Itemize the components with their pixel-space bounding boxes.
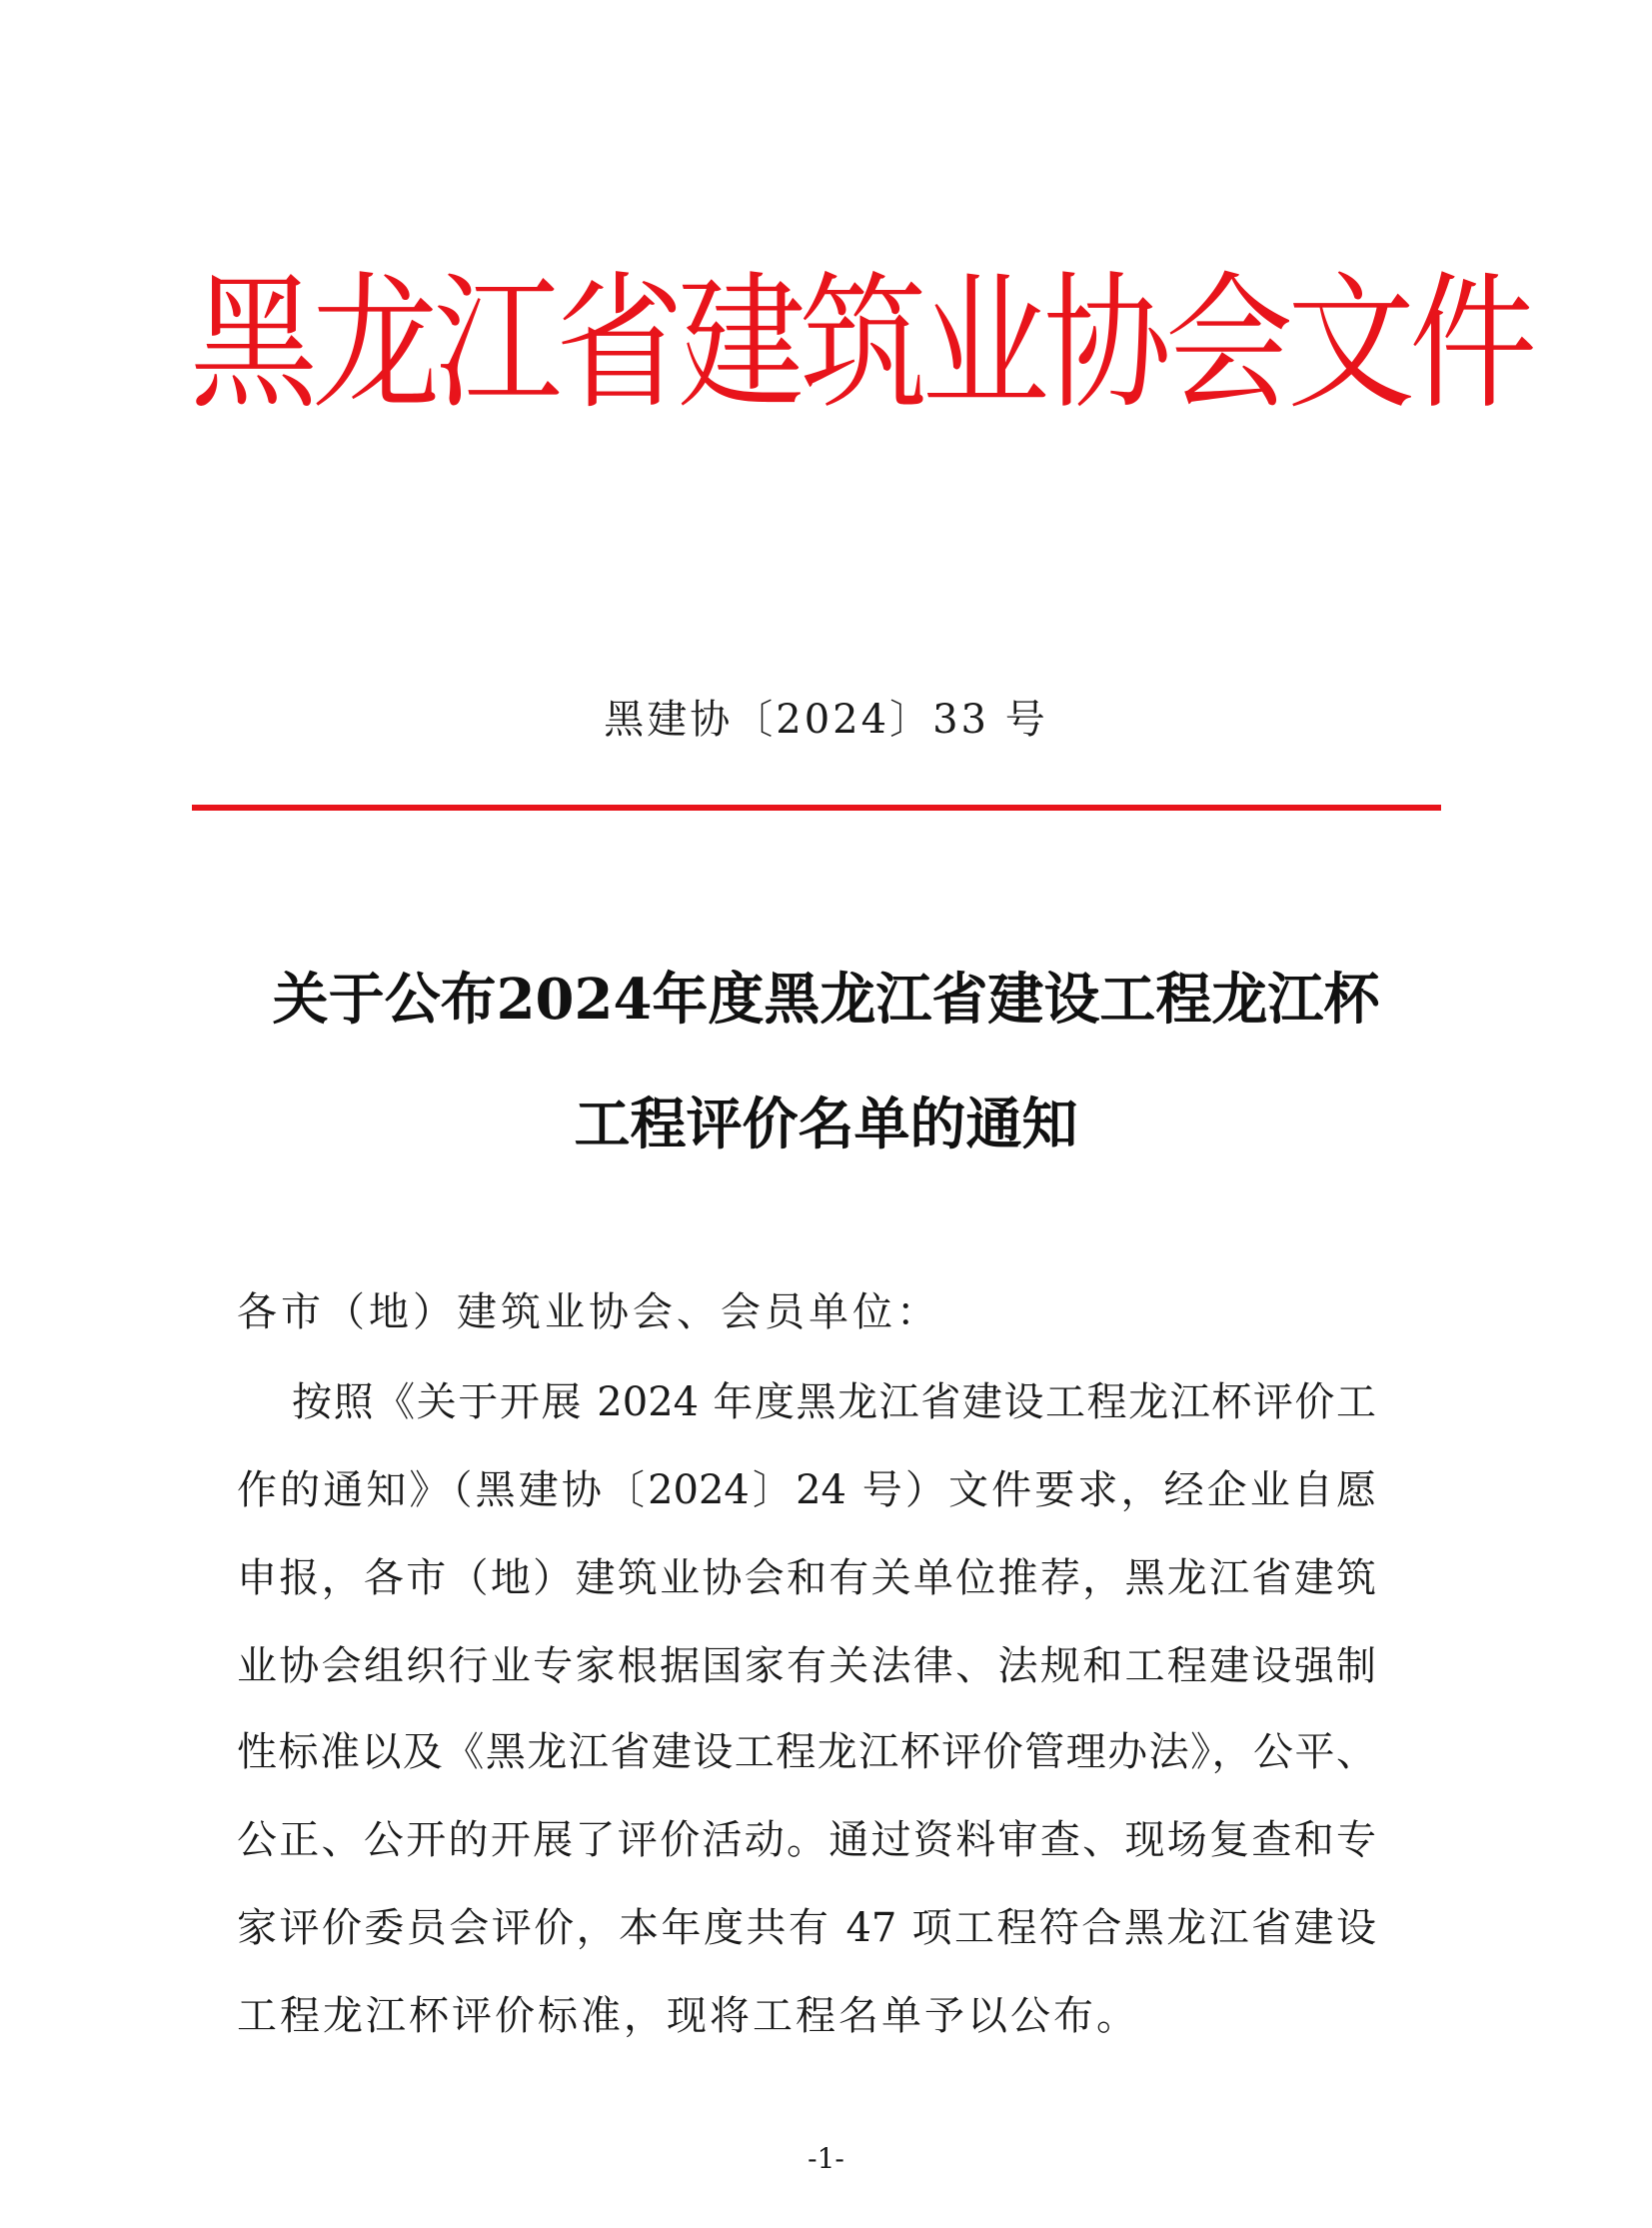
document-number: 黑建协〔2024〕33 号	[604, 697, 1048, 743]
body-line: 按照《关于开展 2024 年度黑龙江省建设工程龙江杯评价工	[292, 1379, 1376, 1425]
body-line: 作的通知》（黑建协〔2024〕24 号）文件要求，经企业自愿	[237, 1467, 1376, 1513]
body-line: 家评价委员会评价，本年度共有 47 项工程符合黑龙江省建设	[237, 1905, 1376, 1951]
body-line: 工程龙江杯评价标准，现将工程名单予以公布。	[237, 1993, 1139, 2039]
body-line: 申报，各市（地）建筑业协会和有关单位推荐，黑龙江省建筑	[237, 1555, 1376, 1601]
salutation: 各市（地）建筑业协会、会员单位：	[237, 1289, 940, 1335]
notice-title-line-2: 工程评价名单的通知	[574, 1092, 1078, 1157]
body-line: 性标准以及《黑龙江省建设工程龙江杯评价管理办法》，公平、	[237, 1729, 1376, 1775]
red-divider	[192, 805, 1441, 811]
body-line: 公正、公开的开展了评价活动。通过资料审查、现场复查和专	[237, 1817, 1376, 1863]
masthead-title: 黑龙江省建筑业协会文件	[190, 258, 1532, 431]
body-line: 业协会组织行业专家根据国家有关法律、法规和工程建设强制	[237, 1643, 1376, 1689]
page-number: -1-	[808, 2142, 844, 2175]
notice-title-line-1: 关于公布2024年度黑龙江省建设工程龙江杯	[272, 967, 1380, 1033]
